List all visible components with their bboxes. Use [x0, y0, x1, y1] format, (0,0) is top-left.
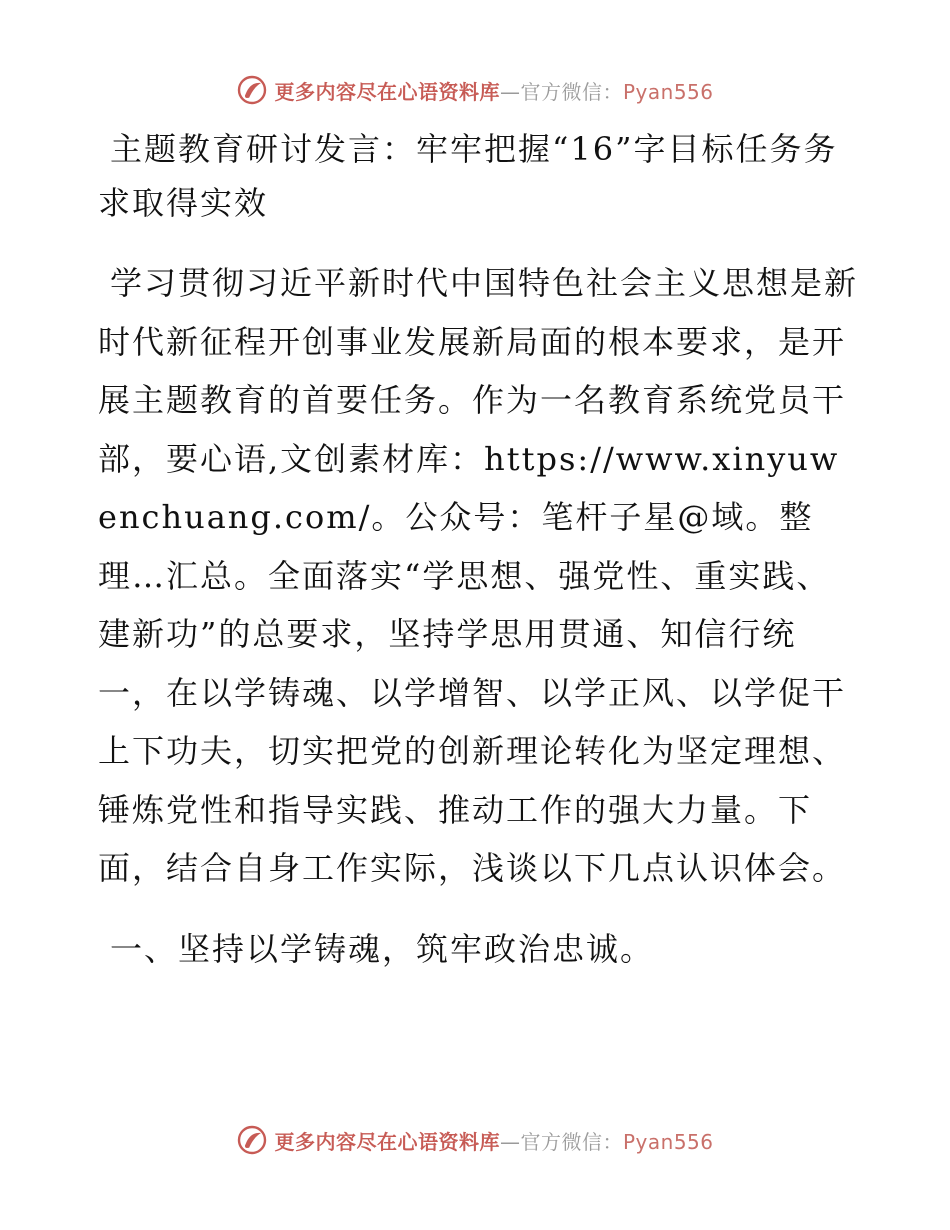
watermark-dash-text: —官方微信： — [499, 79, 623, 104]
document-title: 主题教育研讨发言：牢牢把握“16”字目标任务务求取得实效 — [98, 130, 838, 222]
watermark-text — [274, 1126, 713, 1155]
paragraph-intro: 学习贯彻习近平新时代中国特色社会主义思想是新时代新征程开创事业发展新局面的根本要求，是开展主题教育的首要任务。作为一名教育系统党员干部，要心语,文创素材库：https://www.xinyuwenchuang.com/。公众号：笔杆子星@域。整理…汇总。全面落实“学思想、强党性、重实践、建新功”的总要求，坚持学思用贯通、知信行统一，在以学铸魂、以学增智、以学正风、以学促干上下功夫，切实把党的创新理论转化为坚定理想、锤炼党性和指导实践、推动工作的强大力量。下面，结合自身工作实际，浅谈以下几点认识体会。 — [98, 264, 859, 887]
header-watermark-banner — [0, 70, 950, 110]
seal-logo-icon — [236, 74, 268, 106]
watermark-main-text: 更多内容尽在心语资料库 — [274, 79, 500, 104]
footer-watermark-banner — [0, 1120, 950, 1160]
watermark-wechat-id: Pyan556 — [622, 79, 714, 104]
watermark-dash-text: —官方微信： — [499, 1129, 623, 1154]
section-heading-1: 一、坚持以学铸魂，筑牢政治忠诚。 — [110, 929, 655, 968]
seal-logo-icon — [236, 1124, 268, 1156]
watermark-text — [274, 76, 713, 105]
watermark-wechat-id: Pyan556 — [622, 1129, 714, 1154]
document-body — [98, 122, 858, 976]
watermark-main-text: 更多内容尽在心语资料库 — [274, 1129, 500, 1154]
